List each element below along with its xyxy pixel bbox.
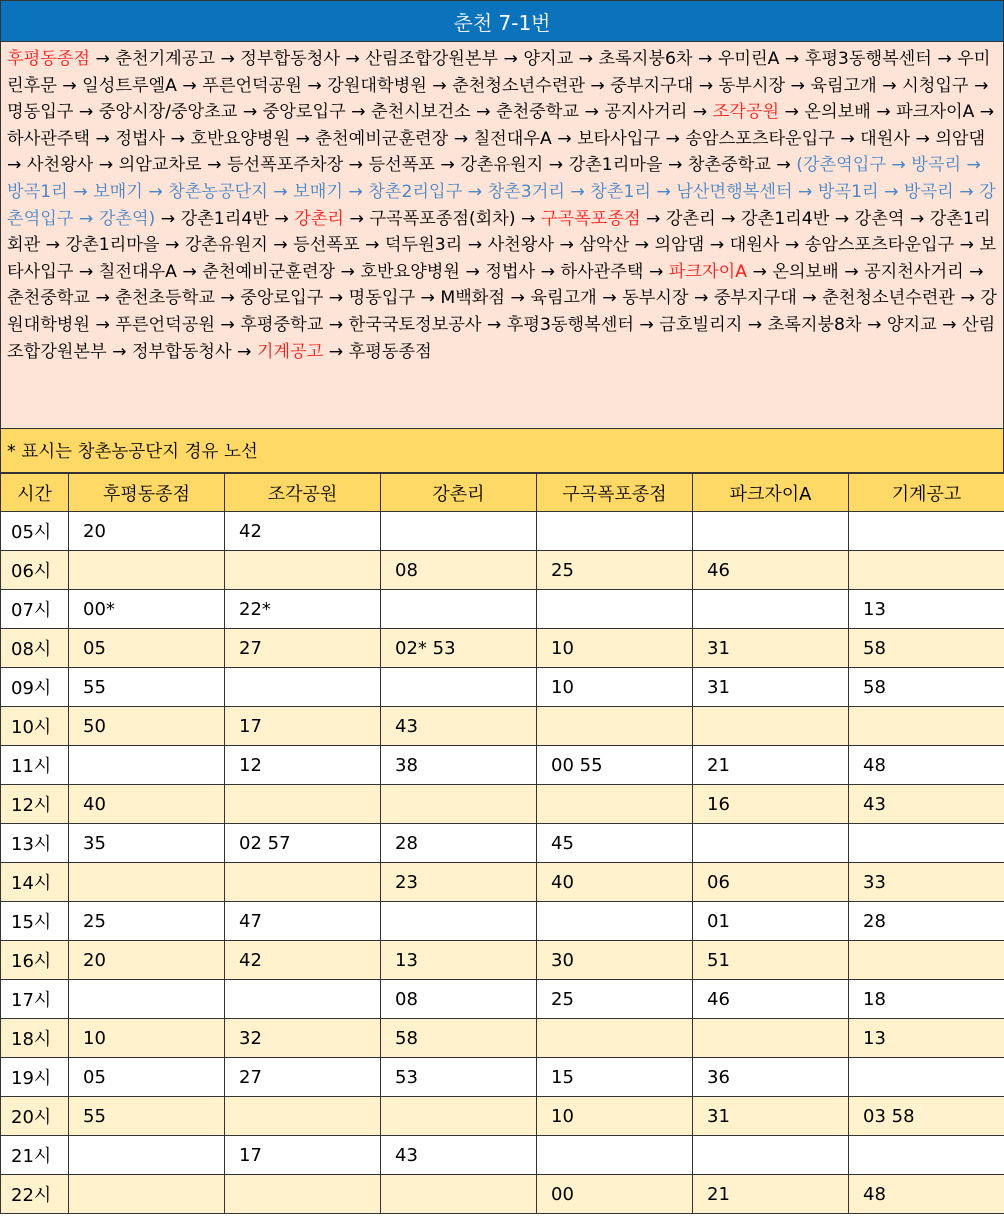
hour-cell: 10시 xyxy=(1,707,69,746)
departure-cell: 46 xyxy=(693,980,849,1019)
table-row xyxy=(1,512,1004,551)
departure-cell xyxy=(537,707,693,746)
departure-cell: 27 xyxy=(225,1058,381,1097)
table-row xyxy=(1,707,1004,746)
hour-cell: 08시 xyxy=(1,629,69,668)
departure-cell xyxy=(381,668,537,707)
departure-cell: 32 xyxy=(225,1019,381,1058)
departure-cell xyxy=(381,1175,537,1214)
departure-cell: 17 xyxy=(225,1136,381,1175)
departure-cell: 00 55 xyxy=(537,746,693,785)
departure-cell xyxy=(381,902,537,941)
hour-cell: 09시 xyxy=(1,668,69,707)
timetable xyxy=(0,473,1004,1214)
departure-cell: 13 xyxy=(381,941,537,980)
hour-cell: 13시 xyxy=(1,824,69,863)
departure-cell: 20 xyxy=(69,941,225,980)
route-description xyxy=(0,42,1004,429)
route-segment: 조각공원 xyxy=(712,102,780,123)
departure-cell xyxy=(69,980,225,1019)
departure-cell xyxy=(537,785,693,824)
route-title: 춘천 7-1번 xyxy=(0,0,1004,42)
departure-cell: 28 xyxy=(381,824,537,863)
departure-cell: 02* 53 xyxy=(381,629,537,668)
departure-cell: 05 xyxy=(69,629,225,668)
departure-cell: 17 xyxy=(225,707,381,746)
departure-cell: 05 xyxy=(69,1058,225,1097)
departure-cell: 53 xyxy=(381,1058,537,1097)
route-segment: → 온의보배 → 파크자이A → 하사관주택 → 정법사 → 호반요양병원 → 춘천예비군훈련장 → 칠전대우A → 보타사입구 → 송암스포츠타운입구 → 대원사 → 의암댐 → 사천왕사 → 의암교차로 → 등선폭포주차장 → 등선폭포 → 강촌유원지 → 강촌1리마을 → 창촌중학교 → xyxy=(7,102,995,176)
departure-cell: 25 xyxy=(537,551,693,590)
hour-cell: 06시 xyxy=(1,551,69,590)
departure-cell: 58 xyxy=(849,668,1004,707)
departure-cell: 31 xyxy=(693,629,849,668)
hour-cell: 17시 xyxy=(1,980,69,1019)
departure-cell: 18 xyxy=(849,980,1004,1019)
departure-cell xyxy=(225,1175,381,1214)
route-segment: → 강촌1리4반 → xyxy=(155,208,295,229)
departure-cell xyxy=(225,1097,381,1136)
column-header: 조각공원 xyxy=(225,474,381,512)
departure-cell xyxy=(225,551,381,590)
departure-cell: 31 xyxy=(693,668,849,707)
departure-cell: 40 xyxy=(69,785,225,824)
departure-cell: 40 xyxy=(537,863,693,902)
column-header: 후평동종점 xyxy=(69,474,225,512)
departure-cell: 58 xyxy=(849,629,1004,668)
departure-cell xyxy=(693,824,849,863)
departure-cell: 12 xyxy=(225,746,381,785)
departure-cell: 43 xyxy=(849,785,1004,824)
departure-cell xyxy=(69,1175,225,1214)
departure-cell: 00* xyxy=(69,590,225,629)
departure-cell: 08 xyxy=(381,980,537,1019)
route-segment: → 구곡폭포종점(회차) → xyxy=(344,208,541,229)
departure-cell xyxy=(225,863,381,902)
departure-cell: 46 xyxy=(693,551,849,590)
departure-cell: 48 xyxy=(849,1175,1004,1214)
departure-cell: 01 xyxy=(693,902,849,941)
hour-cell: 05시 xyxy=(1,512,69,551)
table-row xyxy=(1,980,1004,1019)
departure-cell: 10 xyxy=(69,1019,225,1058)
departure-cell: 35 xyxy=(69,824,225,863)
departure-cell xyxy=(849,1058,1004,1097)
table-row xyxy=(1,863,1004,902)
hour-cell: 07시 xyxy=(1,590,69,629)
table-row xyxy=(1,1175,1004,1214)
departure-cell xyxy=(849,707,1004,746)
column-header: 구곡폭포종점 xyxy=(537,474,693,512)
departure-cell xyxy=(381,785,537,824)
departure-cell xyxy=(225,785,381,824)
departure-cell: 45 xyxy=(537,824,693,863)
hour-cell: 22시 xyxy=(1,1175,69,1214)
departure-cell: 10 xyxy=(537,668,693,707)
route-segment: → 춘천기계공고 → 정부합동청사 → 산림조합강원본부 → 양지교 → 초록지붕6차 → 우미린A → 후평3동행복센터 → 우미린후문 → 일성트루엘A → 푸른언덕공원 → 강원대학병원 → 춘천청소년수련관 → 중부지구대 → 동부시장 → 육림고개 → 시청입구 → 명동입구 → 중앙시장/중앙초교 → 중앙로입구 → 춘천시보건소 → 춘천중학교 → 공지사거리 → xyxy=(7,49,991,123)
departure-cell: 25 xyxy=(537,980,693,1019)
departure-cell xyxy=(693,707,849,746)
departure-cell: 25 xyxy=(69,902,225,941)
departure-cell: 13 xyxy=(849,590,1004,629)
header-row xyxy=(1,474,1004,512)
route-segment: → 온의보배 → 공지천사거리 → 춘천중학교 → 춘천초등학교 → 중앙로입구 → 명동입구 → M백화점 → 육림고개 → 동부시장 → 중부지구대 → 춘천청소년수련관 → 강원대학병원 → 푸른언덕공원 → 후평중학교 → 한국국토정보공사 → 후평3동행복센터 → 금호빌리지 → 초록지붕8차 → 양지교 → 산림조합강원본부 → 정부합동청사 → xyxy=(7,261,997,362)
table-row xyxy=(1,1019,1004,1058)
table-row xyxy=(1,1136,1004,1175)
departure-cell: 43 xyxy=(381,707,537,746)
departure-cell: 22* xyxy=(225,590,381,629)
departure-cell xyxy=(381,512,537,551)
departure-cell xyxy=(693,512,849,551)
departure-cell xyxy=(849,1136,1004,1175)
route-segment: 구곡폭포종점 xyxy=(540,208,641,229)
departure-cell xyxy=(537,1136,693,1175)
departure-cell xyxy=(537,590,693,629)
column-header: 기계공고 xyxy=(849,474,1004,512)
departure-cell xyxy=(537,512,693,551)
hour-cell: 19시 xyxy=(1,1058,69,1097)
departure-cell: 10 xyxy=(537,629,693,668)
table-row xyxy=(1,824,1004,863)
table-row xyxy=(1,941,1004,980)
departure-cell: 58 xyxy=(381,1019,537,1058)
departure-cell: 21 xyxy=(693,1175,849,1214)
departure-cell: 00 xyxy=(537,1175,693,1214)
departure-cell: 42 xyxy=(225,512,381,551)
table-row xyxy=(1,1058,1004,1097)
departure-cell xyxy=(225,980,381,1019)
hour-cell: 12시 xyxy=(1,785,69,824)
table-row xyxy=(1,551,1004,590)
departure-cell: 20 xyxy=(69,512,225,551)
table-row xyxy=(1,746,1004,785)
departure-cell: 06 xyxy=(693,863,849,902)
departure-cell xyxy=(849,551,1004,590)
route-segment: (강촌역입구 → 방곡리 → 방곡1리 → 보매기 → 창촌농공단지 → 보매기 → 창촌2리입구 → 창촌3거리 → 창촌1리 → 남산면행복센터 → 방곡1리 → 방곡리 → 강촌역입구 → 강촌역) xyxy=(7,155,996,229)
timetable-body xyxy=(1,512,1004,1214)
route-segment: → 후평동종점 xyxy=(323,341,432,362)
departure-cell: 21 xyxy=(693,746,849,785)
departure-cell xyxy=(693,1136,849,1175)
departure-cell: 33 xyxy=(849,863,1004,902)
departure-cell xyxy=(69,551,225,590)
route-segment: 기계공고 xyxy=(256,341,324,362)
table-row xyxy=(1,1097,1004,1136)
route-note: * 표시는 창촌농공단지 경유 노선 xyxy=(0,429,1004,473)
departure-cell: 38 xyxy=(381,746,537,785)
departure-cell: 48 xyxy=(849,746,1004,785)
column-header: 강촌리 xyxy=(381,474,537,512)
route-segment: 후평동종점 xyxy=(7,49,91,69)
departure-cell: 50 xyxy=(69,707,225,746)
departure-cell: 31 xyxy=(693,1097,849,1136)
table-row xyxy=(1,668,1004,707)
hour-cell: 21시 xyxy=(1,1136,69,1175)
hour-cell: 15시 xyxy=(1,902,69,941)
departure-cell: 36 xyxy=(693,1058,849,1097)
departure-cell xyxy=(381,1097,537,1136)
departure-cell: 27 xyxy=(225,629,381,668)
hour-cell: 20시 xyxy=(1,1097,69,1136)
departure-cell: 30 xyxy=(537,941,693,980)
departure-cell: 10 xyxy=(537,1097,693,1136)
departure-cell xyxy=(69,746,225,785)
departure-cell: 43 xyxy=(381,1136,537,1175)
departure-cell: 42 xyxy=(225,941,381,980)
route-segment: 파크자이A xyxy=(668,261,747,282)
table-row xyxy=(1,629,1004,668)
departure-cell xyxy=(693,1019,849,1058)
hour-cell: 18시 xyxy=(1,1019,69,1058)
hour-cell: 11시 xyxy=(1,746,69,785)
departure-cell: 47 xyxy=(225,902,381,941)
departure-cell xyxy=(69,1136,225,1175)
hour-cell: 14시 xyxy=(1,863,69,902)
departure-cell: 51 xyxy=(693,941,849,980)
hour-cell: 16시 xyxy=(1,941,69,980)
departure-cell xyxy=(849,941,1004,980)
table-row xyxy=(1,902,1004,941)
departure-cell xyxy=(849,512,1004,551)
departure-cell xyxy=(537,902,693,941)
departure-cell: 28 xyxy=(849,902,1004,941)
column-header: 시간 xyxy=(1,474,69,512)
departure-cell xyxy=(69,863,225,902)
departure-cell: 13 xyxy=(849,1019,1004,1058)
departure-cell: 16 xyxy=(693,785,849,824)
departure-cell xyxy=(381,590,537,629)
column-header: 파크자이A xyxy=(693,474,849,512)
departure-cell: 02 57 xyxy=(225,824,381,863)
departure-cell xyxy=(693,590,849,629)
departure-cell: 03 58 xyxy=(849,1097,1004,1136)
departure-cell: 08 xyxy=(381,551,537,590)
departure-cell: 55 xyxy=(69,1097,225,1136)
departure-cell: 15 xyxy=(537,1058,693,1097)
route-segment: → 강촌리 → 강촌1리4반 → 강촌역 → 강촌1리회관 → 강촌1리마을 → 강촌유원지 → 등선폭포 → 덕두원3리 → 사천왕사 → 삼악산 → 의암댐 → 대원사 → 송암스포츠타운입구 → 보타사입구 → 칠전대우A → 춘천예비군훈련장 → 호반요양병원 → 정법사 → 하사관주택 → xyxy=(7,208,997,282)
departure-cell xyxy=(537,1019,693,1058)
table-row xyxy=(1,590,1004,629)
departure-cell xyxy=(225,668,381,707)
departure-cell xyxy=(849,824,1004,863)
table-row xyxy=(1,785,1004,824)
departure-cell: 55 xyxy=(69,668,225,707)
route-segment: 강촌리 xyxy=(294,208,345,229)
departure-cell: 23 xyxy=(381,863,537,902)
